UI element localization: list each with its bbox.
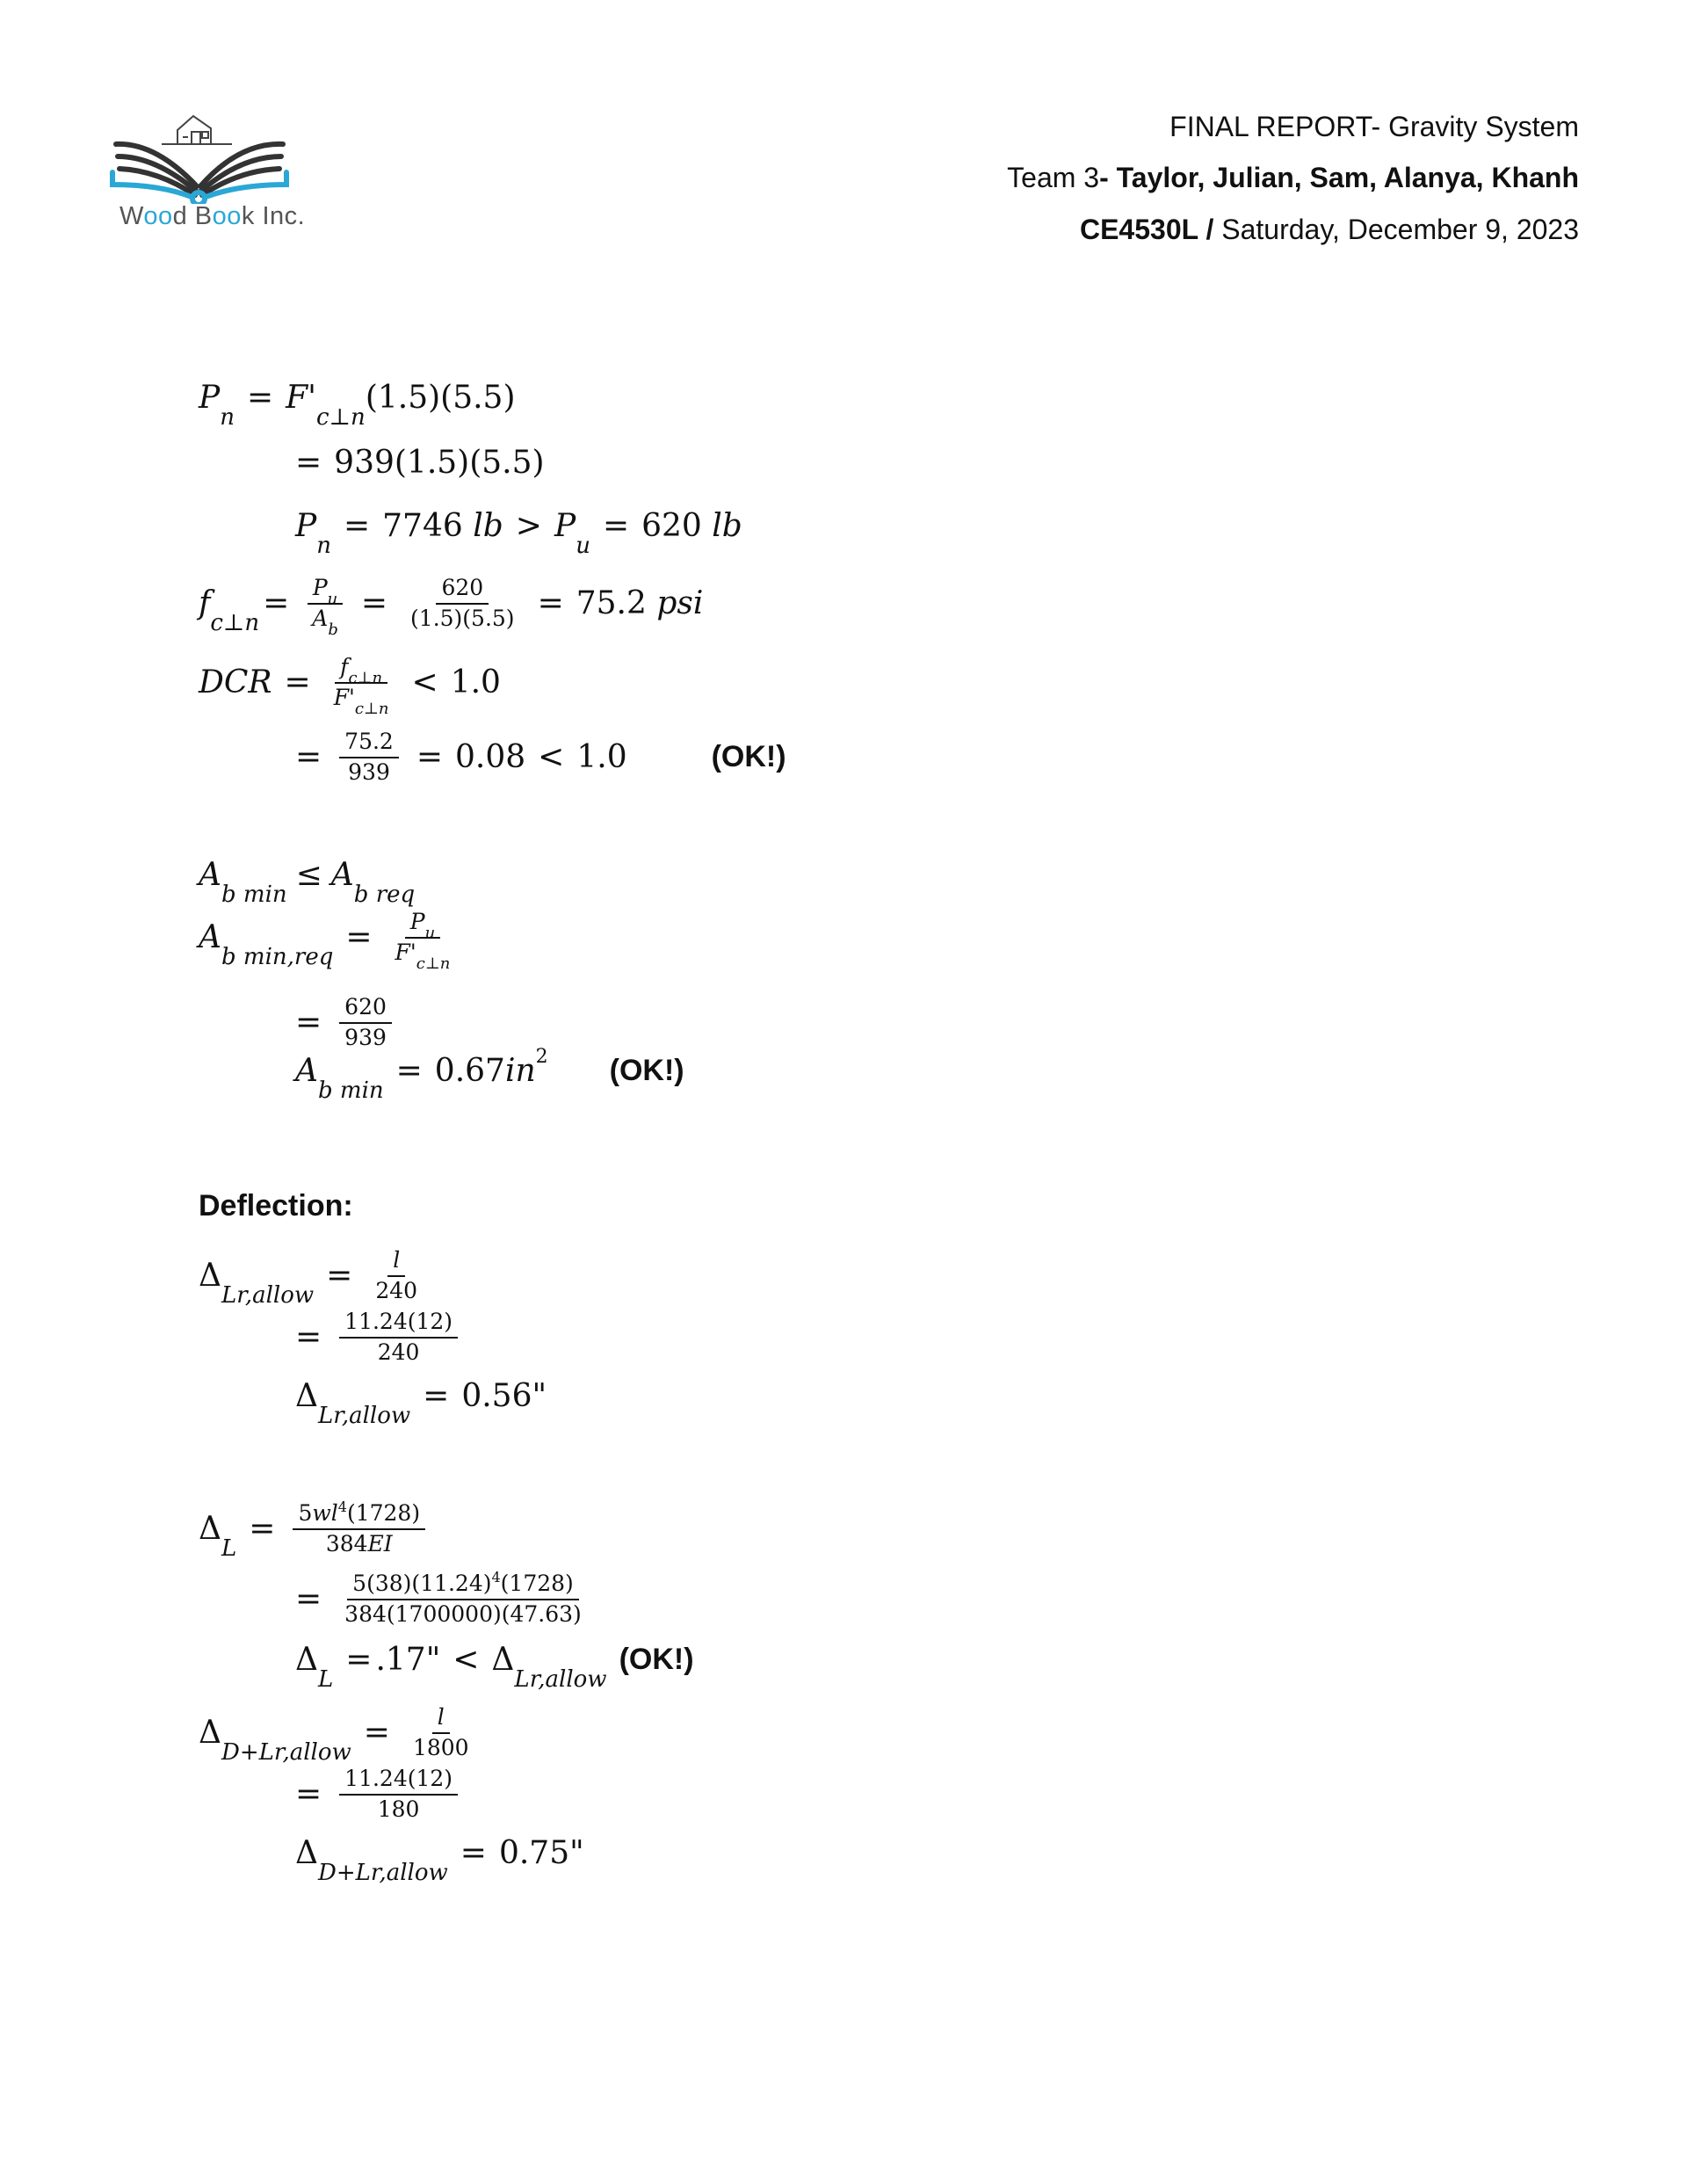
fraction-deflection-formula: $\frac{5wl^4(1728)}{384EI}$	[293, 1501, 425, 1557]
fraction-dcr: $\frac{f_{c\perp n}}{F'_{c\perp n}}$	[333, 654, 389, 718]
ok-check-dcr: (OK!)	[711, 740, 786, 774]
fraction-l-1800: $\frac{l}{1800}$	[412, 1704, 469, 1760]
eq-pn-result: P n = 7746 lb > P u = 620 lb	[295, 508, 742, 559]
eq-ab-min-req: A b min,req = $\frac{P_u}{F'_{c\perp n}}$	[199, 910, 460, 966]
fraction-lr-values: $\frac{11.24(12)}{240}$	[339, 1310, 458, 1366]
eq-dcr-result: = $\frac{75.2}{939}$ = 0.08 < 1.0 (OK!)	[295, 729, 786, 785]
fraction-pu-fc: $\frac{P_u}{F'_{c\perp n}}$	[395, 909, 451, 973]
team-line: Team 3- Taylor, Julian, Sam, Alanya, Khanh	[1007, 162, 1579, 193]
eq-lr-allow-definition: Δ Lr,allow = $\frac{l}{240}$	[199, 1248, 428, 1304]
eq-ab-result: A b min = 0.67 in 2 (OK!)	[295, 1046, 684, 1104]
eq-pn-substitute: = 939(1.5)(5.5)	[295, 445, 545, 481]
eq-dcr-definition: DCR = $\frac{f_{c\perp n}}{F'_{c\perp n}}$ < 1.0	[199, 654, 501, 718]
eq-dlr-allow-definition: Δ D+Lr,allow = $\frac{l}{1800}$	[199, 1705, 480, 1761]
report-title: FINAL REPORT- Gravity System	[1169, 111, 1579, 142]
logo-wordmark: Wood Book Inc.	[119, 202, 306, 230]
eq-dlr-allow-result: Δ D+Lr,allow = 0.75"	[295, 1835, 584, 1886]
fraction-pu-ab: $\frac{P_u}{A_b}$	[307, 576, 344, 632]
eq-delta-l-definition: Δ L = $\frac{5wl^4(1728)}{384EI}$	[199, 1501, 431, 1557]
eq-dlr-allow-substitute: = $\frac{11.24(12)}{180}$	[295, 1767, 463, 1823]
fraction-dcr-values: $\frac{75.2}{939}$	[339, 729, 399, 786]
deflection-heading: Deflection:	[199, 1189, 353, 1223]
fraction-fc-values: $\frac{620}{(1.5)(5.5)}$	[410, 575, 515, 631]
eq-pn-definition: P n = F ' c⊥n (1.5)(5.5)	[199, 380, 516, 431]
ok-check-deflection: (OK!)	[619, 1643, 694, 1676]
eq-delta-l-substitute: = $\frac{5(38)(11.24)^4(1728)}{384(1700000)(47.63)}$	[295, 1571, 592, 1628]
company-logo	[107, 107, 306, 239]
ok-check-ab: (OK!)	[609, 1054, 684, 1087]
course-date-line: CE4530L / Saturday, December 9, 2023	[1079, 214, 1579, 245]
open-book-house-icon	[107, 107, 292, 204]
eq-fc-perp: f c⊥n = $\frac{P_u}{A_b}$ = $\frac{620}{(1.5)(5.5)}$ = 75.2 psi	[199, 575, 704, 639]
fraction-dlr-values: $\frac{11.24(12)}{180}$	[339, 1767, 458, 1823]
eq-ab-min-condition: A b min ≤ A b req	[199, 857, 416, 908]
fraction-l-240: $\frac{l}{240}$	[375, 1247, 418, 1303]
fraction-ab-values: $\frac{620}{939}$	[339, 995, 392, 1051]
eq-lr-allow-substitute: = $\frac{11.24(12)}{240}$	[295, 1310, 463, 1366]
eq-delta-l-result: Δ L = .17" < Δ Lr,allow (OK!)	[295, 1642, 694, 1693]
eq-ab-substitute: = $\frac{620}{939}$	[295, 995, 397, 1051]
eq-lr-allow-result: Δ Lr,allow = 0.56"	[295, 1378, 547, 1429]
fraction-deflection-values: $\frac{5(38)(11.24)^4(1728)}{384(1700000)(47.63)}$	[344, 1569, 582, 1627]
